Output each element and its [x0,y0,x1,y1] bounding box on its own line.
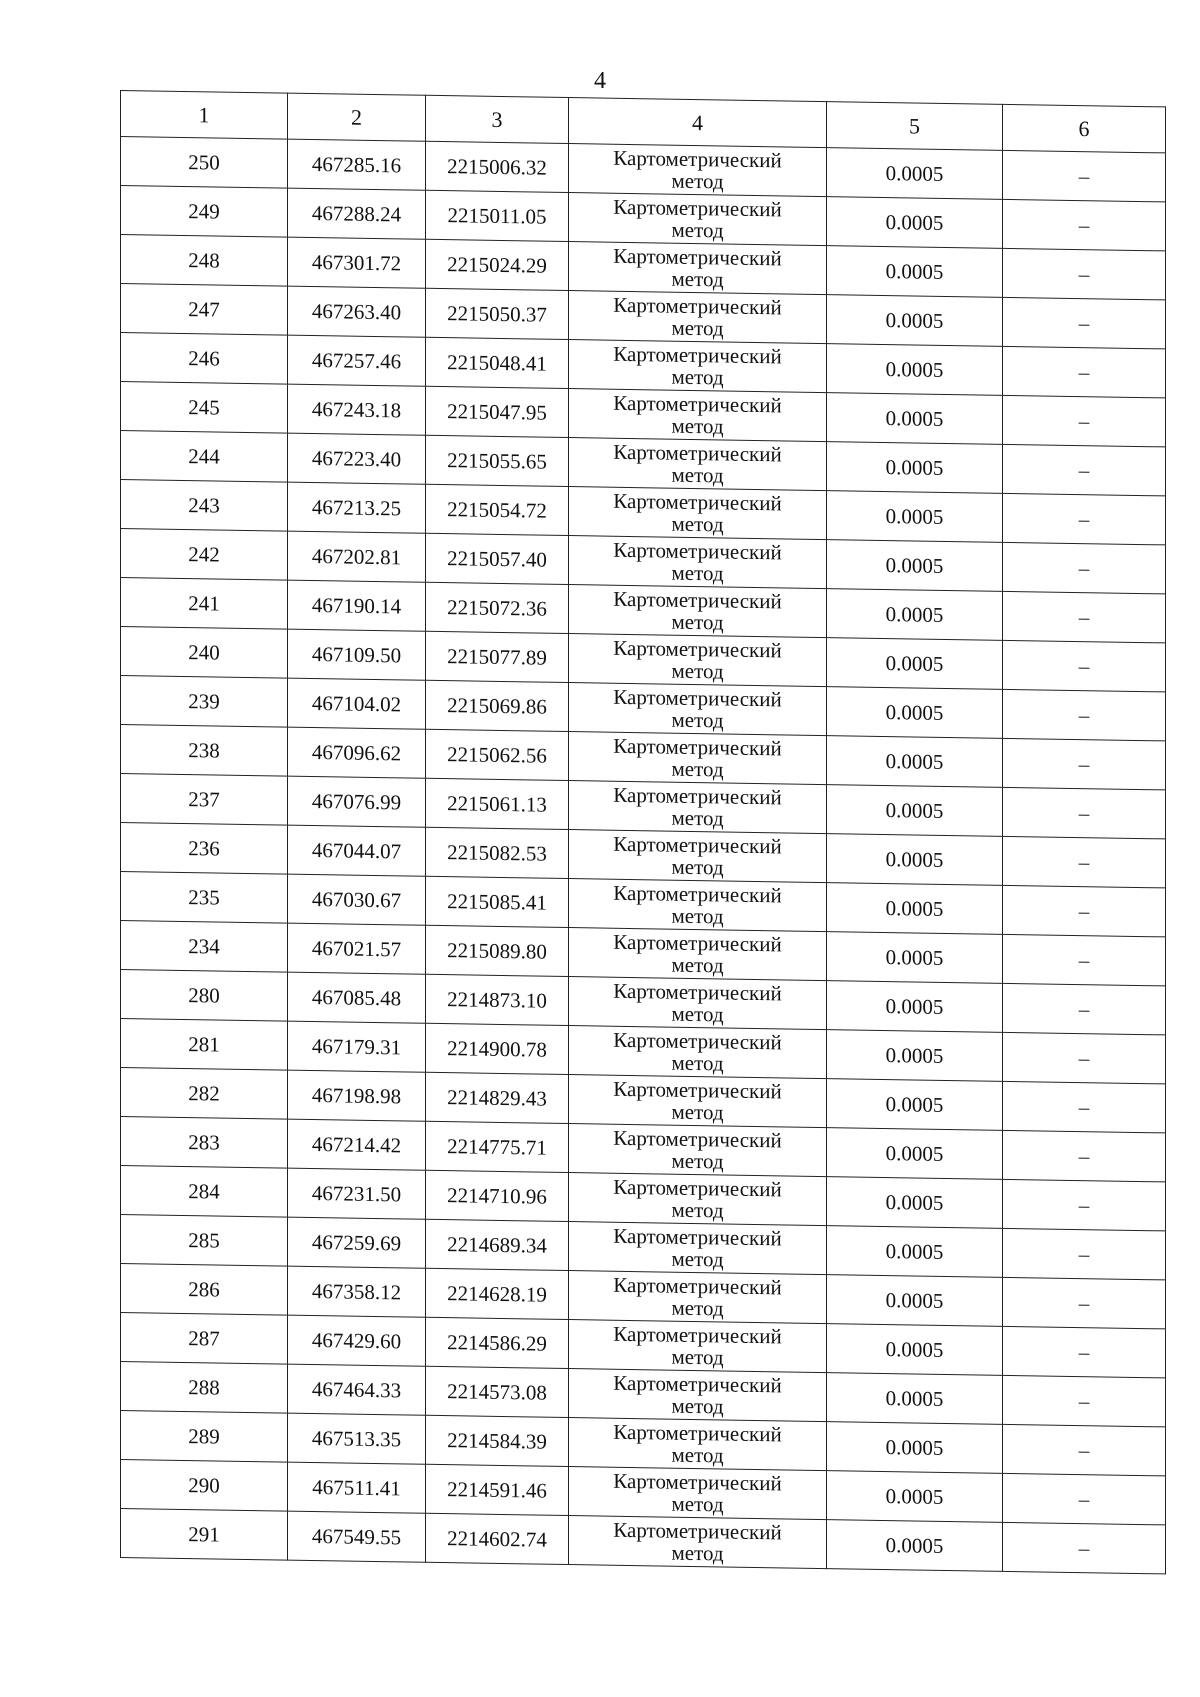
y-coordinate-cell: 2214710.96 [426,1170,569,1221]
point-number-cell: 234 [121,921,288,973]
header-col-3: 3 [426,95,569,143]
method-line-2: метод [671,217,724,243]
y-coordinate-cell: 2214591.46 [426,1464,569,1515]
point-number-cell: 235 [121,872,288,924]
method-cell [569,1222,827,1275]
y-coordinate-cell: 2215054.72 [426,484,569,535]
method-cell [569,732,827,785]
method-line-1: Картометрический [613,488,782,516]
y-coordinate-cell: 2215077.89 [426,631,569,682]
point-number-cell: 287 [121,1313,288,1365]
method-line-2: метод [671,1393,724,1419]
x-coordinate-cell: 467214.42 [288,1119,426,1170]
accuracy-cell: 0.0005 [827,834,1003,886]
method-cell [569,1320,827,1373]
x-coordinate-cell: 467076.99 [288,776,426,827]
method-line-2: метод [671,1099,724,1125]
point-number-cell: 282 [121,1068,288,1120]
accuracy-cell: 0.0005 [827,197,1003,249]
method-line-1: Картометрический [613,1468,782,1496]
accuracy-cell: 0.0005 [827,344,1003,396]
note-cell: – [1003,444,1166,496]
table-body [121,137,1166,1574]
method-line-2: метод [671,1148,724,1174]
method-cell [569,1271,827,1324]
y-coordinate-cell: 2215089.80 [426,925,569,976]
method-line-2: метод [671,560,724,586]
x-coordinate-cell: 467358.12 [288,1266,426,1317]
point-number-cell: 245 [121,382,288,434]
y-coordinate-cell: 2214873.10 [426,974,569,1025]
method-line-1: Картометрический [613,782,782,810]
method-cell [569,977,827,1030]
point-number-cell: 283 [121,1117,288,1169]
method-line-1: Картометрический [613,1174,782,1202]
x-coordinate-cell: 467231.50 [288,1168,426,1219]
method-line-1: Картометрический [613,1076,782,1104]
y-coordinate-cell: 2215011.05 [426,190,569,241]
accuracy-cell: 0.0005 [827,1275,1003,1327]
y-coordinate-cell: 2215072.36 [426,582,569,633]
note-cell: – [1003,297,1166,349]
point-number-cell: 290 [121,1460,288,1512]
method-line-2: метод [671,707,724,733]
x-coordinate-cell: 467179.31 [288,1021,426,1072]
method-line-2: метод [671,462,724,488]
method-cell [569,389,827,442]
method-cell [569,585,827,638]
note-cell: – [1003,199,1166,251]
accuracy-cell: 0.0005 [827,1324,1003,1376]
point-number-cell: 241 [121,578,288,630]
method-line-1: Картометрический [613,929,782,957]
page-number: 4 [594,68,606,94]
y-coordinate-cell: 2214775.71 [426,1121,569,1172]
method-line-2: метод [671,1197,724,1223]
method-line-2: метод [671,168,724,194]
accuracy-cell: 0.0005 [827,1226,1003,1278]
point-number-cell: 238 [121,725,288,777]
header-col-6: 6 [1003,104,1166,153]
note-cell: – [1003,150,1166,202]
accuracy-cell: 0.0005 [827,1030,1003,1082]
method-line-1: Картометрический [613,684,782,712]
method-line-2: метод [671,805,724,831]
x-coordinate-cell: 467223.40 [288,433,426,484]
point-number-cell: 291 [121,1509,288,1561]
accuracy-cell: 0.0005 [827,393,1003,445]
note-cell: – [1003,640,1166,692]
note-cell: – [1003,542,1166,594]
x-coordinate-cell: 467285.16 [288,139,426,190]
x-coordinate-cell: 467202.81 [288,531,426,582]
y-coordinate-cell: 2215055.65 [426,435,569,486]
y-coordinate-cell: 2214628.19 [426,1268,569,1319]
method-line-2: метод [671,1001,724,1027]
method-line-1: Картометрический [613,537,782,565]
accuracy-cell: 0.0005 [827,1422,1003,1474]
method-cell [569,438,827,491]
y-coordinate-cell: 2215082.53 [426,827,569,878]
note-cell: – [1003,934,1166,986]
method-cell [569,1124,827,1177]
point-number-cell: 249 [121,186,288,238]
x-coordinate-cell: 467044.07 [288,825,426,876]
method-cell [569,144,827,197]
method-line-1: Картометрический [613,635,782,663]
method-line-1: Картометрический [613,1223,782,1251]
y-coordinate-cell: 2214689.34 [426,1219,569,1270]
method-cell [569,1173,827,1226]
accuracy-cell: 0.0005 [827,1520,1003,1572]
header-col-4: 4 [569,98,827,148]
x-coordinate-cell: 467257.46 [288,335,426,386]
x-coordinate-cell: 467429.60 [288,1315,426,1366]
method-line-2: метод [671,511,724,537]
method-line-2: метод [671,609,724,635]
point-number-cell: 280 [121,970,288,1022]
method-cell [569,536,827,589]
accuracy-cell: 0.0005 [827,883,1003,935]
point-number-cell: 236 [121,823,288,875]
x-coordinate-cell: 467263.40 [288,286,426,337]
method-line-2: метод [671,854,724,880]
accuracy-cell: 0.0005 [827,148,1003,200]
point-number-cell: 242 [121,529,288,581]
note-cell: – [1003,1424,1166,1476]
method-line-2: метод [671,1442,724,1468]
accuracy-cell: 0.0005 [827,1177,1003,1229]
method-line-1: Картометрический [613,243,782,271]
note-cell: – [1003,1032,1166,1084]
method-cell [569,291,827,344]
x-coordinate-cell: 467301.72 [288,237,426,288]
point-number-cell: 244 [121,431,288,483]
method-cell [569,1467,827,1520]
method-cell [569,928,827,981]
accuracy-cell: 0.0005 [827,932,1003,984]
y-coordinate-cell: 2215062.56 [426,729,569,780]
point-number-cell: 289 [121,1411,288,1463]
point-number-cell: 243 [121,480,288,532]
method-cell [569,1369,827,1422]
x-coordinate-cell: 467085.48 [288,972,426,1023]
accuracy-cell: 0.0005 [827,736,1003,788]
point-number-cell: 281 [121,1019,288,1071]
y-coordinate-cell: 2215024.29 [426,239,569,290]
method-line-2: метод [671,1540,724,1566]
method-line-2: метод [671,1295,724,1321]
method-cell [569,1075,827,1128]
note-cell: – [1003,248,1166,300]
method-cell [569,830,827,883]
note-cell: – [1003,395,1166,447]
y-coordinate-cell: 2214573.08 [426,1366,569,1417]
point-number-cell: 284 [121,1166,288,1218]
accuracy-cell: 0.0005 [827,1079,1003,1131]
header-col-2: 2 [288,93,426,141]
y-coordinate-cell: 2215057.40 [426,533,569,584]
method-line-2: метод [671,413,724,439]
x-coordinate-cell: 467021.57 [288,923,426,974]
method-cell [569,242,827,295]
method-line-1: Картометрический [613,1272,782,1300]
accuracy-cell: 0.0005 [827,589,1003,641]
accuracy-cell: 0.0005 [827,1373,1003,1425]
coordinates-table [120,90,1166,1574]
method-line-2: метод [671,903,724,929]
header-col-5: 5 [827,102,1003,151]
method-line-1: Картометрический [613,880,782,908]
point-number-cell: 285 [121,1215,288,1267]
x-coordinate-cell: 467243.18 [288,384,426,435]
accuracy-cell: 0.0005 [827,540,1003,592]
method-line-2: метод [671,315,724,341]
method-cell [569,879,827,932]
method-line-2: метод [671,658,724,684]
note-cell: – [1003,738,1166,790]
method-cell [569,781,827,834]
method-line-1: Картометрический [613,1370,782,1398]
note-cell: – [1003,346,1166,398]
x-coordinate-cell: 467511.41 [288,1462,426,1513]
note-cell: – [1003,1277,1166,1329]
method-line-2: метод [671,1246,724,1272]
accuracy-cell: 0.0005 [827,687,1003,739]
method-line-1: Картометрический [613,145,782,173]
header-col-1: 1 [121,91,288,140]
accuracy-cell: 0.0005 [827,246,1003,298]
accuracy-cell: 0.0005 [827,785,1003,837]
y-coordinate-cell: 2214586.29 [426,1317,569,1368]
method-line-1: Картометрический [613,292,782,320]
x-coordinate-cell: 467213.25 [288,482,426,533]
method-line-2: метод [671,364,724,390]
x-coordinate-cell: 467190.14 [288,580,426,631]
y-coordinate-cell: 2215050.37 [426,288,569,339]
y-coordinate-cell: 2214584.39 [426,1415,569,1466]
note-cell: – [1003,787,1166,839]
note-cell: – [1003,1522,1166,1574]
x-coordinate-cell: 467104.02 [288,678,426,729]
y-coordinate-cell: 2214829.43 [426,1072,569,1123]
x-coordinate-cell: 467259.69 [288,1217,426,1268]
y-coordinate-cell: 2214602.74 [426,1513,569,1564]
method-line-1: Картометрический [613,439,782,467]
accuracy-cell: 0.0005 [827,638,1003,690]
y-coordinate-cell: 2215085.41 [426,876,569,927]
method-cell [569,1418,827,1471]
method-line-1: Картометрический [613,1027,782,1055]
x-coordinate-cell: 467288.24 [288,188,426,239]
method-line-2: метод [671,1491,724,1517]
y-coordinate-cell: 2215069.86 [426,680,569,731]
method-line-2: метод [671,1050,724,1076]
point-number-cell: 248 [121,235,288,287]
x-coordinate-cell: 467198.98 [288,1070,426,1121]
note-cell: – [1003,836,1166,888]
point-number-cell: 239 [121,676,288,728]
method-line-1: Картометрический [613,586,782,614]
accuracy-cell: 0.0005 [827,295,1003,347]
method-cell [569,193,827,246]
method-cell [569,340,827,393]
accuracy-cell: 0.0005 [827,1471,1003,1523]
method-line-2: метод [671,952,724,978]
y-coordinate-cell: 2215048.41 [426,337,569,388]
note-cell: – [1003,1130,1166,1182]
x-coordinate-cell: 467464.33 [288,1364,426,1415]
x-coordinate-cell: 467513.35 [288,1413,426,1464]
note-cell: – [1003,1375,1166,1427]
note-cell: – [1003,1179,1166,1231]
note-cell: – [1003,885,1166,937]
x-coordinate-cell: 467109.50 [288,629,426,680]
y-coordinate-cell: 2214900.78 [426,1023,569,1074]
note-cell: – [1003,1473,1166,1525]
point-number-cell: 240 [121,627,288,679]
method-line-1: Картометрический [613,1419,782,1447]
note-cell: – [1003,493,1166,545]
method-cell [569,683,827,736]
note-cell: – [1003,1081,1166,1133]
method-line-1: Картометрический [613,1517,782,1545]
method-line-1: Картометрический [613,733,782,761]
point-number-cell: 247 [121,284,288,336]
y-coordinate-cell: 2215061.13 [426,778,569,829]
method-cell [569,1516,827,1569]
x-coordinate-cell: 467030.67 [288,874,426,925]
y-coordinate-cell: 2215006.32 [426,141,569,192]
method-line-1: Картометрический [613,978,782,1006]
note-cell: – [1003,983,1166,1035]
method-line-1: Картометрический [613,831,782,859]
point-number-cell: 250 [121,137,288,189]
y-coordinate-cell: 2215047.95 [426,386,569,437]
accuracy-cell: 0.0005 [827,981,1003,1033]
note-cell: – [1003,1228,1166,1280]
note-cell: – [1003,591,1166,643]
method-line-2: метод [671,266,724,292]
point-number-cell: 286 [121,1264,288,1316]
method-line-1: Картометрический [613,1125,782,1153]
note-cell: – [1003,689,1166,741]
point-number-cell: 288 [121,1362,288,1414]
x-coordinate-cell: 467549.55 [288,1511,426,1562]
method-line-1: Картометрический [613,341,782,369]
accuracy-cell: 0.0005 [827,1128,1003,1180]
note-cell: – [1003,1326,1166,1378]
method-cell [569,1026,827,1079]
method-line-1: Картометрический [613,194,782,222]
method-cell [569,487,827,540]
method-line-1: Картометрический [613,1321,782,1349]
method-line-1: Картометрический [613,390,782,418]
point-number-cell: 246 [121,333,288,385]
method-line-2: метод [671,1344,724,1370]
method-cell [569,634,827,687]
accuracy-cell: 0.0005 [827,491,1003,543]
accuracy-cell: 0.0005 [827,442,1003,494]
method-line-2: метод [671,756,724,782]
point-number-cell: 237 [121,774,288,826]
x-coordinate-cell: 467096.62 [288,727,426,778]
